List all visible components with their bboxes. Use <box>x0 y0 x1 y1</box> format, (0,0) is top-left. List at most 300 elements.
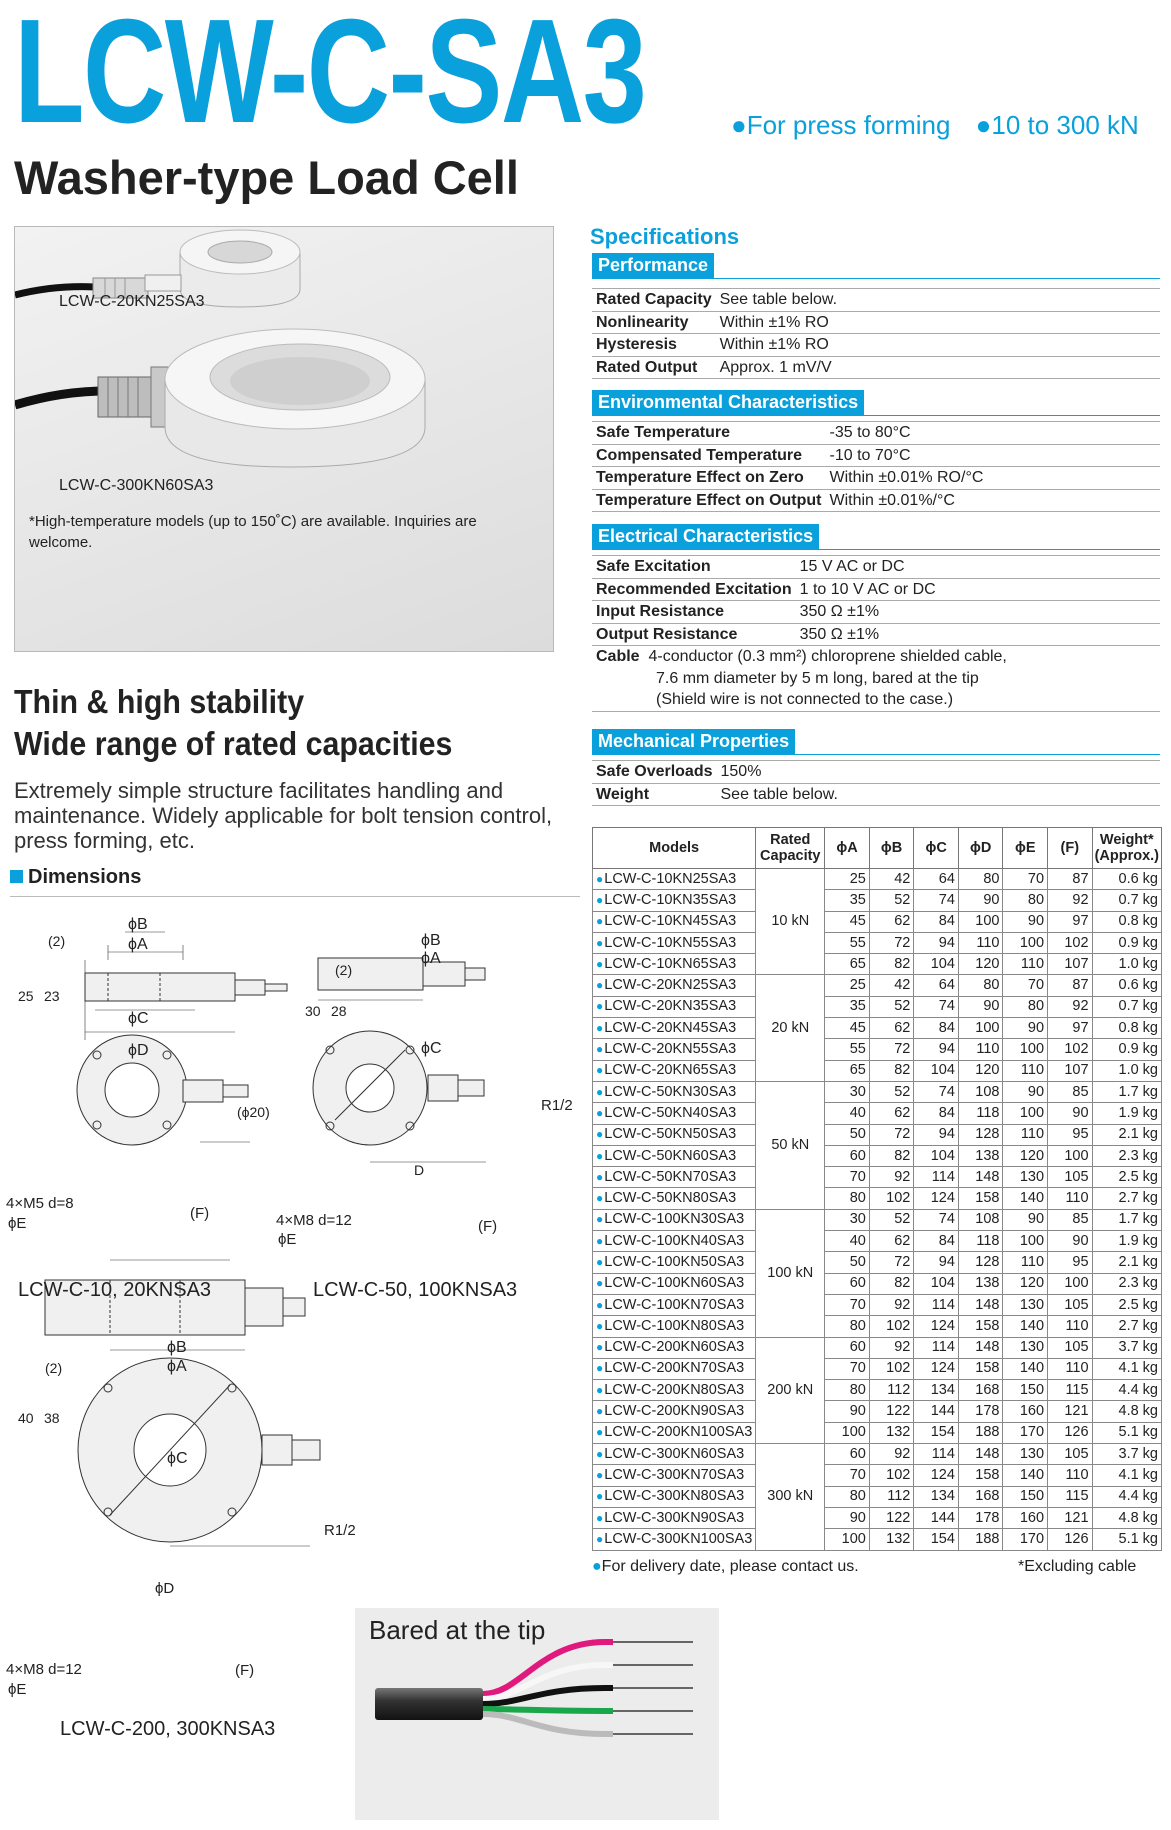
table-row <box>593 1209 1162 1230</box>
table-row <box>593 996 1162 1017</box>
spec-value: Approx. 1 mV/V <box>716 356 1160 379</box>
weight-value: 3.7 kg <box>1092 1444 1161 1465</box>
spec-key-cable: Cable <box>596 648 640 666</box>
dimension-value: 62 <box>869 911 914 932</box>
model-name: ● LCW-C-100KN60SA3 <box>593 1273 756 1294</box>
dimension-value: 92 <box>869 1444 914 1465</box>
weight-value: 0.9 kg <box>1092 1039 1161 1060</box>
spec-key: Temperature Effect on Zero <box>592 467 826 490</box>
spec-key: Nonlinearity <box>592 311 716 334</box>
dimension-value: 55 <box>825 932 870 953</box>
feature-capacity-range: ●10 to 300 kN <box>975 110 1139 140</box>
dimension-value: 150 <box>1003 1380 1048 1401</box>
section-electrical-rule <box>592 549 1160 550</box>
mechanical-table <box>592 760 1160 806</box>
dimension-value: 120 <box>1003 1145 1048 1166</box>
dimension-value: 94 <box>914 1252 959 1273</box>
dimension-value: 130 <box>1003 1167 1048 1188</box>
dimension-value: 74 <box>914 890 959 911</box>
col-models: Models <box>593 828 756 869</box>
model-name: ● LCW-C-200KN90SA3 <box>593 1401 756 1422</box>
dim-label-phiD-3: ϕD <box>155 1580 175 1597</box>
product-subtitle: Washer-type Load Cell <box>14 151 519 204</box>
bared-tip-title: Bared at the tip <box>369 1615 546 1645</box>
col-phiC: ϕC <box>914 828 959 869</box>
dimension-value: 100 <box>1048 1273 1093 1294</box>
model-name: ● LCW-C-100KN30SA3 <box>593 1209 756 1230</box>
weight-value: 4.4 kg <box>1092 1380 1161 1401</box>
dimension-value: 132 <box>869 1422 914 1443</box>
dimension-value: 100 <box>958 911 1003 932</box>
dimension-value: 112 <box>869 1380 914 1401</box>
dimension-value: 95 <box>1048 1252 1093 1273</box>
dimension-value: 87 <box>1048 869 1093 890</box>
weight-value: 1.7 kg <box>1092 1209 1161 1230</box>
dimension-value: 110 <box>958 932 1003 953</box>
dimensions-heading-text: Dimensions <box>28 866 142 888</box>
dimension-value: 87 <box>1048 975 1093 996</box>
dimension-value: 90 <box>958 996 1003 1017</box>
table-row <box>593 1081 1162 1102</box>
dimension-value: 92 <box>869 1337 914 1358</box>
dimension-value: 112 <box>869 1486 914 1507</box>
dimension-value: 168 <box>958 1486 1003 1507</box>
dimension-value: 60 <box>825 1337 870 1358</box>
dimension-value: 148 <box>958 1337 1003 1358</box>
dimension-value: 52 <box>869 890 914 911</box>
weight-value: 4.8 kg <box>1092 1401 1161 1422</box>
dim-label-phiE-3: ϕE <box>8 1681 27 1698</box>
dimension-value: 92 <box>869 1294 914 1315</box>
spec-key: Temperature Effect on Output <box>592 489 826 512</box>
dimension-value: 108 <box>958 1081 1003 1102</box>
model-name: ● LCW-C-300KN80SA3 <box>593 1486 756 1507</box>
dimension-value: 70 <box>825 1167 870 1188</box>
model-name: ● LCW-C-20KN35SA3 <box>593 996 756 1017</box>
table-row <box>593 1294 1162 1315</box>
dimension-value: 121 <box>1048 1507 1093 1528</box>
weight-value: 0.6 kg <box>1092 869 1161 890</box>
cable-desc-1: 4-conductor (0.3 mm²) chloroprene shielded cable, <box>648 648 1007 666</box>
dimension-value: 108 <box>958 1209 1003 1230</box>
weight-value: 2.3 kg <box>1092 1145 1161 1166</box>
weight-value: 0.7 kg <box>1092 890 1161 911</box>
dim-label-F-3: (F) <box>235 1662 255 1679</box>
dim-label-phiE-1: ϕE <box>8 1215 27 1232</box>
spec-row <box>592 556 1160 579</box>
dimension-value: 170 <box>1003 1529 1048 1550</box>
dim-label-r12-1: R1/2 <box>541 1097 573 1114</box>
section-environmental: Environmental Characteristics <box>592 390 864 415</box>
spec-value: Within ±0.01%/°C <box>826 489 1161 512</box>
spec-row <box>592 601 1160 624</box>
spec-key: Output Resistance <box>592 623 796 646</box>
dimension-value: 74 <box>914 996 959 1017</box>
dimension-value: 55 <box>825 1039 870 1060</box>
spec-key: Rated Capacity <box>592 289 716 312</box>
model-name: ● LCW-C-10KN35SA3 <box>593 890 756 911</box>
spec-row-cable <box>592 646 1160 668</box>
spec-row <box>592 623 1160 646</box>
dimension-value: 100 <box>1003 1103 1048 1124</box>
spec-row <box>592 289 1160 312</box>
spec-value: -10 to 70°C <box>826 444 1161 467</box>
dimension-value: 102 <box>869 1465 914 1486</box>
dim-label-40: 40 <box>18 1410 34 1426</box>
model-name: ● LCW-C-300KN70SA3 <box>593 1465 756 1486</box>
weight-value: 2.3 kg <box>1092 1273 1161 1294</box>
dimension-value: 105 <box>1048 1337 1093 1358</box>
dimension-value: 140 <box>1003 1358 1048 1379</box>
dimension-value: 126 <box>1048 1529 1093 1550</box>
table-row <box>593 1060 1162 1081</box>
weight-value: 4.1 kg <box>1092 1465 1161 1486</box>
col-F: (F) <box>1048 828 1093 869</box>
spec-key: Recommended Excitation <box>592 578 796 601</box>
spec-row <box>592 444 1160 467</box>
dimension-value: 118 <box>958 1231 1003 1252</box>
dimension-value: 188 <box>958 1422 1003 1443</box>
dim-label-23: 23 <box>44 988 60 1004</box>
cable-jacket <box>375 1688 483 1720</box>
dimension-value: 72 <box>869 932 914 953</box>
delivery-note-text: For delivery date, please contact us. <box>601 1558 859 1575</box>
product-title: LCW-C-SA3 <box>14 0 646 154</box>
spec-value: 350 Ω ±1% <box>796 623 1160 646</box>
dimension-value: 160 <box>1003 1401 1048 1422</box>
spec-value: See table below. <box>717 783 1161 806</box>
dimension-value: 94 <box>914 1039 959 1060</box>
dim-label-phiB-3: ϕB <box>167 1339 187 1356</box>
section-performance-rule <box>592 278 1160 279</box>
spec-value: 15 V AC or DC <box>796 556 1160 579</box>
table-row <box>593 932 1162 953</box>
drawing-10-20kn-top <box>77 1035 250 1145</box>
rated-capacity: 50 kN <box>756 1081 825 1209</box>
spec-row <box>592 422 1160 445</box>
col-rated-1: Rated <box>770 832 811 848</box>
col-weight <box>1092 828 1161 869</box>
model-name: ● LCW-C-10KN45SA3 <box>593 911 756 932</box>
models-table <box>592 827 1162 1551</box>
wire-4 <box>483 1714 613 1734</box>
dim-label-F-1: (F) <box>190 1205 210 1222</box>
dim-label-phiB-1: ϕB <box>128 916 148 933</box>
dimension-value: 52 <box>869 996 914 1017</box>
dimension-value: 60 <box>825 1444 870 1465</box>
table-row <box>593 1358 1162 1379</box>
load-cell-photo <box>15 227 555 653</box>
table-row <box>593 1018 1162 1039</box>
dimension-value: 110 <box>1003 1124 1048 1145</box>
spec-key: Input Resistance <box>592 601 796 624</box>
dimension-value: 90 <box>1003 1018 1048 1039</box>
dimension-value: 97 <box>1048 1018 1093 1039</box>
dimension-value: 110 <box>1048 1465 1093 1486</box>
table-row <box>593 1273 1162 1294</box>
col-phiE: ϕE <box>1003 828 1048 869</box>
dimension-value: 70 <box>825 1294 870 1315</box>
dimension-value: 90 <box>1003 911 1048 932</box>
model-name: ● LCW-C-50KN60SA3 <box>593 1145 756 1166</box>
dim-label-38: 38 <box>44 1410 60 1426</box>
dimension-value: 52 <box>869 1209 914 1230</box>
square-bullet-icon <box>10 870 23 883</box>
rated-capacity: 100 kN <box>756 1209 825 1337</box>
dim-label-r12-2: R1/2 <box>324 1522 356 1539</box>
model-name: ● LCW-C-300KN90SA3 <box>593 1507 756 1528</box>
dimension-value: 100 <box>958 1018 1003 1039</box>
dimensions-heading <box>10 866 141 889</box>
model-name: ● LCW-C-100KN40SA3 <box>593 1231 756 1252</box>
weight-value: 1.9 kg <box>1092 1231 1161 1252</box>
dimension-value: 104 <box>914 1060 959 1081</box>
dimension-value: 94 <box>914 1124 959 1145</box>
dimension-value: 130 <box>1003 1294 1048 1315</box>
dimension-value: 100 <box>1003 1039 1048 1060</box>
dimension-value: 148 <box>958 1294 1003 1315</box>
dimension-value: 102 <box>869 1188 914 1209</box>
dimension-value: 100 <box>1003 932 1048 953</box>
dimension-value: 170 <box>1003 1422 1048 1443</box>
dimension-value: 45 <box>825 911 870 932</box>
table-row <box>593 1401 1162 1422</box>
dimension-value: 110 <box>1003 1252 1048 1273</box>
dimension-value: 80 <box>958 869 1003 890</box>
spec-value: -35 to 80°C <box>826 422 1161 445</box>
dimension-value: 158 <box>958 1316 1003 1337</box>
dim-label-phiA-1: ϕA <box>128 936 148 953</box>
dimension-value: 82 <box>869 1060 914 1081</box>
dimension-value: 62 <box>869 1018 914 1039</box>
drawing-10-20kn-side <box>85 932 287 1040</box>
model-name: ● LCW-C-10KN65SA3 <box>593 954 756 975</box>
dimension-value: 107 <box>1048 1060 1093 1081</box>
col-weight-2: (Approx.) <box>1094 848 1159 864</box>
dim-label-phiB-2: ϕB <box>421 932 441 949</box>
dimension-value: 120 <box>958 954 1003 975</box>
dimension-value: 80 <box>825 1380 870 1401</box>
table-row <box>593 890 1162 911</box>
model-name: ● LCW-C-100KN50SA3 <box>593 1252 756 1273</box>
dimension-value: 72 <box>869 1039 914 1060</box>
spec-row <box>592 334 1160 357</box>
model-name: ● LCW-C-20KN55SA3 <box>593 1039 756 1060</box>
spec-row <box>592 761 1160 784</box>
table-row <box>593 1529 1162 1550</box>
dimension-value: 90 <box>1003 1209 1048 1230</box>
spec-value: Within ±1% RO <box>716 311 1160 334</box>
dimension-value: 158 <box>958 1465 1003 1486</box>
spec-value: Within ±1% RO <box>716 334 1160 357</box>
caption-drawing-3: LCW-C-200, 300KNSA3 <box>60 1718 276 1740</box>
table-row <box>593 1039 1162 1060</box>
dimension-value: 140 <box>1003 1188 1048 1209</box>
dimension-value: 72 <box>869 1252 914 1273</box>
dim-label-m8-1: 4×M8 d=12 <box>276 1212 352 1229</box>
rated-capacity: 20 kN <box>756 975 825 1081</box>
table-row <box>593 1167 1162 1188</box>
dimension-value: 40 <box>825 1231 870 1252</box>
photo-label-small-cell: LCW-C-20KN25SA3 <box>59 293 205 310</box>
dimension-value: 40 <box>825 1103 870 1124</box>
table-row <box>593 1124 1162 1145</box>
model-name: ● LCW-C-20KN65SA3 <box>593 1060 756 1081</box>
dim-label-D-2: D <box>414 1162 425 1178</box>
dimension-value: 80 <box>825 1486 870 1507</box>
weight-value: 3.7 kg <box>1092 1337 1161 1358</box>
spec-key: Hysteresis <box>592 334 716 357</box>
divider <box>10 896 580 897</box>
dimension-value: 126 <box>1048 1422 1093 1443</box>
section-mechanical-rule <box>592 754 1160 755</box>
dimension-value: 74 <box>914 1081 959 1102</box>
table-row <box>593 1231 1162 1252</box>
dimension-value: 100 <box>825 1529 870 1550</box>
dim-label-2-2: (2) <box>335 962 353 978</box>
rated-capacity: 10 kN <box>756 869 825 975</box>
dimension-value: 42 <box>869 975 914 996</box>
dimension-value: 104 <box>914 1145 959 1166</box>
dimension-value: 110 <box>1048 1358 1093 1379</box>
dimension-value: 60 <box>825 1273 870 1294</box>
model-name: ● LCW-C-100KN80SA3 <box>593 1316 756 1337</box>
wire-3 <box>483 1709 613 1711</box>
dimension-value: 100 <box>1048 1145 1093 1166</box>
headline-range: Wide range of rated capacities <box>14 725 453 762</box>
dimension-value: 85 <box>1048 1209 1093 1230</box>
dimension-value: 90 <box>825 1401 870 1422</box>
dimension-value: 130 <box>1003 1337 1048 1358</box>
table-row <box>593 1444 1162 1465</box>
dimension-value: 188 <box>958 1529 1003 1550</box>
intro-paragraph: Extremely simple structure facilitates handling and maintenance. Widely applicable for bolt tension control, press forming, etc. <box>14 778 553 853</box>
dimension-value: 150 <box>1003 1486 1048 1507</box>
dimension-value: 90 <box>825 1507 870 1528</box>
spec-row <box>592 783 1160 806</box>
weight-value: 2.5 kg <box>1092 1294 1161 1315</box>
dimension-value: 92 <box>1048 890 1093 911</box>
dim-label-phiA-2: ϕA <box>421 950 441 967</box>
spec-row <box>592 356 1160 379</box>
col-rated-2: Capacity <box>760 848 821 864</box>
weight-value: 1.0 kg <box>1092 954 1161 975</box>
col-phiB: ϕB <box>869 828 914 869</box>
dimension-value: 70 <box>825 1358 870 1379</box>
section-performance: Performance <box>592 253 714 278</box>
dimension-value: 110 <box>1003 1060 1048 1081</box>
weight-value: 2.1 kg <box>1092 1124 1161 1145</box>
spec-key: Rated Output <box>592 356 716 379</box>
drawing-50-100kn-top <box>313 1031 486 1162</box>
table-row <box>593 869 1162 890</box>
dimension-value: 50 <box>825 1124 870 1145</box>
photo-label-large-cell: LCW-C-300KN60SA3 <box>59 477 214 494</box>
spec-row <box>592 311 1160 334</box>
model-name: ● LCW-C-10KN25SA3 <box>593 869 756 890</box>
cable-illustration <box>355 1608 719 1820</box>
dimension-value: 134 <box>914 1486 959 1507</box>
table-row <box>593 1486 1162 1507</box>
rated-capacity: 200 kN <box>756 1337 825 1443</box>
dim-label-2-1: (2) <box>48 933 66 949</box>
dimension-value: 64 <box>914 975 959 996</box>
dimension-value: 100 <box>825 1422 870 1443</box>
spec-key: Safe Overloads <box>592 761 717 784</box>
spec-key: Weight <box>592 783 717 806</box>
dim-label-phi20: (ϕ20) <box>237 1104 270 1120</box>
electrical-table <box>592 555 1160 712</box>
dimension-value: 65 <box>825 954 870 975</box>
dim-label-F-2: (F) <box>478 1218 498 1235</box>
model-name: ● LCW-C-50KN30SA3 <box>593 1081 756 1102</box>
dimension-value: 114 <box>914 1337 959 1358</box>
dimension-value: 92 <box>1048 996 1093 1017</box>
table-row <box>593 1337 1162 1358</box>
bullet-icon: ● <box>592 1558 602 1575</box>
dimension-value: 115 <box>1048 1486 1093 1507</box>
dimension-value: 120 <box>958 1060 1003 1081</box>
dimension-value: 124 <box>914 1358 959 1379</box>
table-row <box>593 1507 1162 1528</box>
section-environmental-rule <box>592 415 1160 416</box>
dimension-value: 84 <box>914 1103 959 1124</box>
table-row <box>593 1188 1162 1209</box>
dimension-value: 168 <box>958 1380 1003 1401</box>
headline-thin-stability: Thin & high stability <box>14 683 305 720</box>
weight-value: 1.9 kg <box>1092 1103 1161 1124</box>
weight-value: 0.8 kg <box>1092 1018 1161 1039</box>
spec-row <box>592 467 1160 490</box>
dimension-value: 30 <box>825 1209 870 1230</box>
weight-value: 2.5 kg <box>1092 1167 1161 1188</box>
spec-value: 350 Ω ±1% <box>796 601 1160 624</box>
dimension-value: 124 <box>914 1465 959 1486</box>
dimension-value: 97 <box>1048 911 1093 932</box>
dimension-value: 62 <box>869 1231 914 1252</box>
dimension-value: 128 <box>958 1252 1003 1273</box>
model-name: ● LCW-C-50KN80SA3 <box>593 1188 756 1209</box>
excluding-cable-note: *Excluding cable <box>1018 1558 1137 1575</box>
spec-row <box>592 489 1160 512</box>
dimension-value: 110 <box>1048 1188 1093 1209</box>
spec-key: Safe Temperature <box>592 422 826 445</box>
dimension-value: 110 <box>958 1039 1003 1060</box>
dim-label-2-3: (2) <box>45 1360 63 1376</box>
dimension-value: 85 <box>1048 1081 1093 1102</box>
dimension-value: 130 <box>1003 1444 1048 1465</box>
table-row <box>593 1380 1162 1401</box>
dimension-value: 74 <box>914 1209 959 1230</box>
dimension-value: 64 <box>914 869 959 890</box>
rated-capacity: 300 kN <box>756 1444 825 1550</box>
dimension-value: 102 <box>1048 1039 1093 1060</box>
dimension-value: 124 <box>914 1188 959 1209</box>
weight-value: 5.1 kg <box>1092 1529 1161 1550</box>
dim-label-25: 25 <box>18 988 34 1004</box>
weight-value: 0.8 kg <box>1092 911 1161 932</box>
dimension-value: 110 <box>1003 954 1048 975</box>
weight-value: 2.7 kg <box>1092 1188 1161 1209</box>
dim-label-phiD-1: ϕD <box>128 1042 149 1059</box>
table-row <box>593 1103 1162 1124</box>
dimension-value: 118 <box>958 1103 1003 1124</box>
dimension-value: 82 <box>869 954 914 975</box>
weight-value: 0.7 kg <box>1092 996 1161 1017</box>
table-row <box>593 975 1162 996</box>
dimension-value: 50 <box>825 1252 870 1273</box>
spec-key: Safe Excitation <box>592 556 796 579</box>
